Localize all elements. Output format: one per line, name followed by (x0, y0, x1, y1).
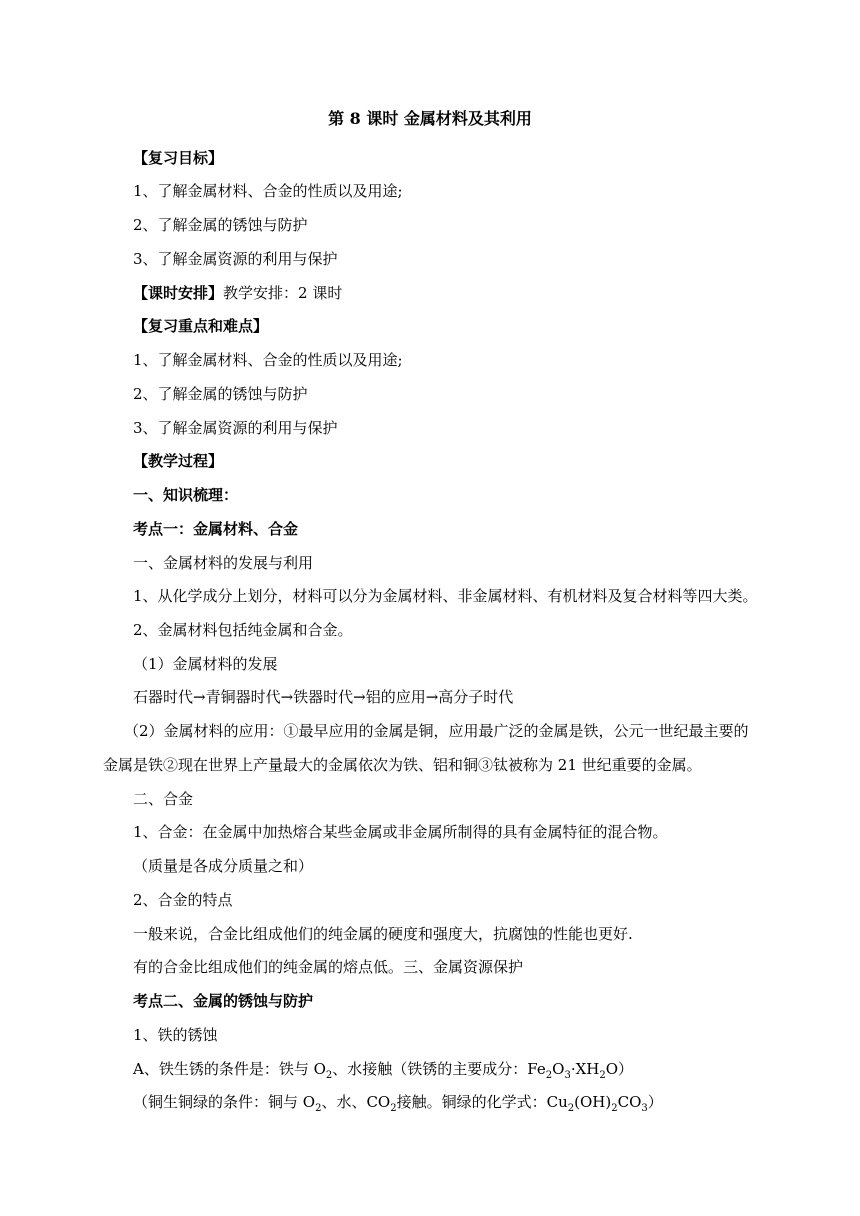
schedule-line (133, 283, 342, 303)
process-heading: 【教学过程】 (133, 452, 224, 470)
review-goal-item: 2、了解金属的锈蚀与防护 (133, 216, 308, 234)
key-points-heading: 【复习重点和难点】 (133, 317, 269, 335)
key-point-item: 1、了解金属材料、合金的性质以及用途; (133, 351, 403, 369)
paragraph: 2、金属材料包括纯金属和合金。 (133, 621, 353, 639)
topic-heading: 考点二、金属的锈蚀与防护 (133, 992, 314, 1010)
paragraph: 1、合金：在金属中加热熔合某些金属或非金属所制得的具有金属特征的混合物。 (133, 823, 668, 841)
paragraph: 石器时代→青铜器时代→铁器时代→铝的应用→高分子时代 (133, 688, 514, 706)
paragraph: （2）金属材料的应用：①最早应用的金属是铜，应用最广泛的金属是铁，公元一世纪最主要的 (124, 722, 749, 740)
paragraph: 有的合金比组成他们的纯金属的熔点低。三、金属资源保护 (133, 958, 524, 976)
paragraph: 1、铁的锈蚀 (133, 1026, 218, 1044)
paragraph: 1、从化学成分上划分，材料可以分为金属材料、非金属材料、有机材料及复合材料等四大类。 (133, 587, 758, 605)
topic-heading: 考点一：金属材料、合金 (133, 520, 299, 538)
review-goal-item: 3、了解金属资源的利用与保护 (133, 250, 338, 268)
subsection-heading: 一、金属材料的发展与利用 (133, 554, 314, 572)
paragraph: （1）金属材料的发展 (133, 655, 278, 673)
paragraph: （质量是各成分质量之和） (133, 857, 314, 875)
schedule-heading: 【课时安排】 (133, 284, 224, 302)
section-heading: 一、知识梳理： (133, 486, 239, 504)
key-point-item: 3、了解金属资源的利用与保护 (133, 419, 338, 437)
copper-patina-line: （铜生铜绿的条件：铜与 $O_2$、水、$CO_2$接触。铜绿的化学式：$Cu_2(OH)_2CO_3$） (133, 1093, 663, 1114)
paragraph: 2、合金的特点 (133, 891, 233, 909)
subsection-heading: 二、合金 (133, 790, 194, 808)
rust-condition-line: A、铁生锈的条件是：铁与 $O_2$、水接触（铁锈的主要成分：$Fe_2O_3\cdot XH_2O$） (133, 1060, 634, 1081)
paragraph: 一般来说，合金比组成他们的纯金属的硬度和强度大，抗腐蚀的性能也更好. (133, 925, 633, 943)
review-goal-item: 1、了解金属材料、合金的性质以及用途; (133, 182, 403, 200)
paragraph: 金属是铁②现在世界上产量最大的金属依次为铁、铝和铜③钛被称为 21 世纪重要的金属。 (103, 756, 702, 774)
schedule-text: 教学安排：2 课时 (223, 284, 343, 302)
review-goals-heading: 【复习目标】 (133, 149, 224, 167)
key-point-item: 2、了解金属的锈蚀与防护 (133, 385, 308, 403)
page-title: 第 8 课时 金属材料及其利用 (328, 109, 532, 128)
